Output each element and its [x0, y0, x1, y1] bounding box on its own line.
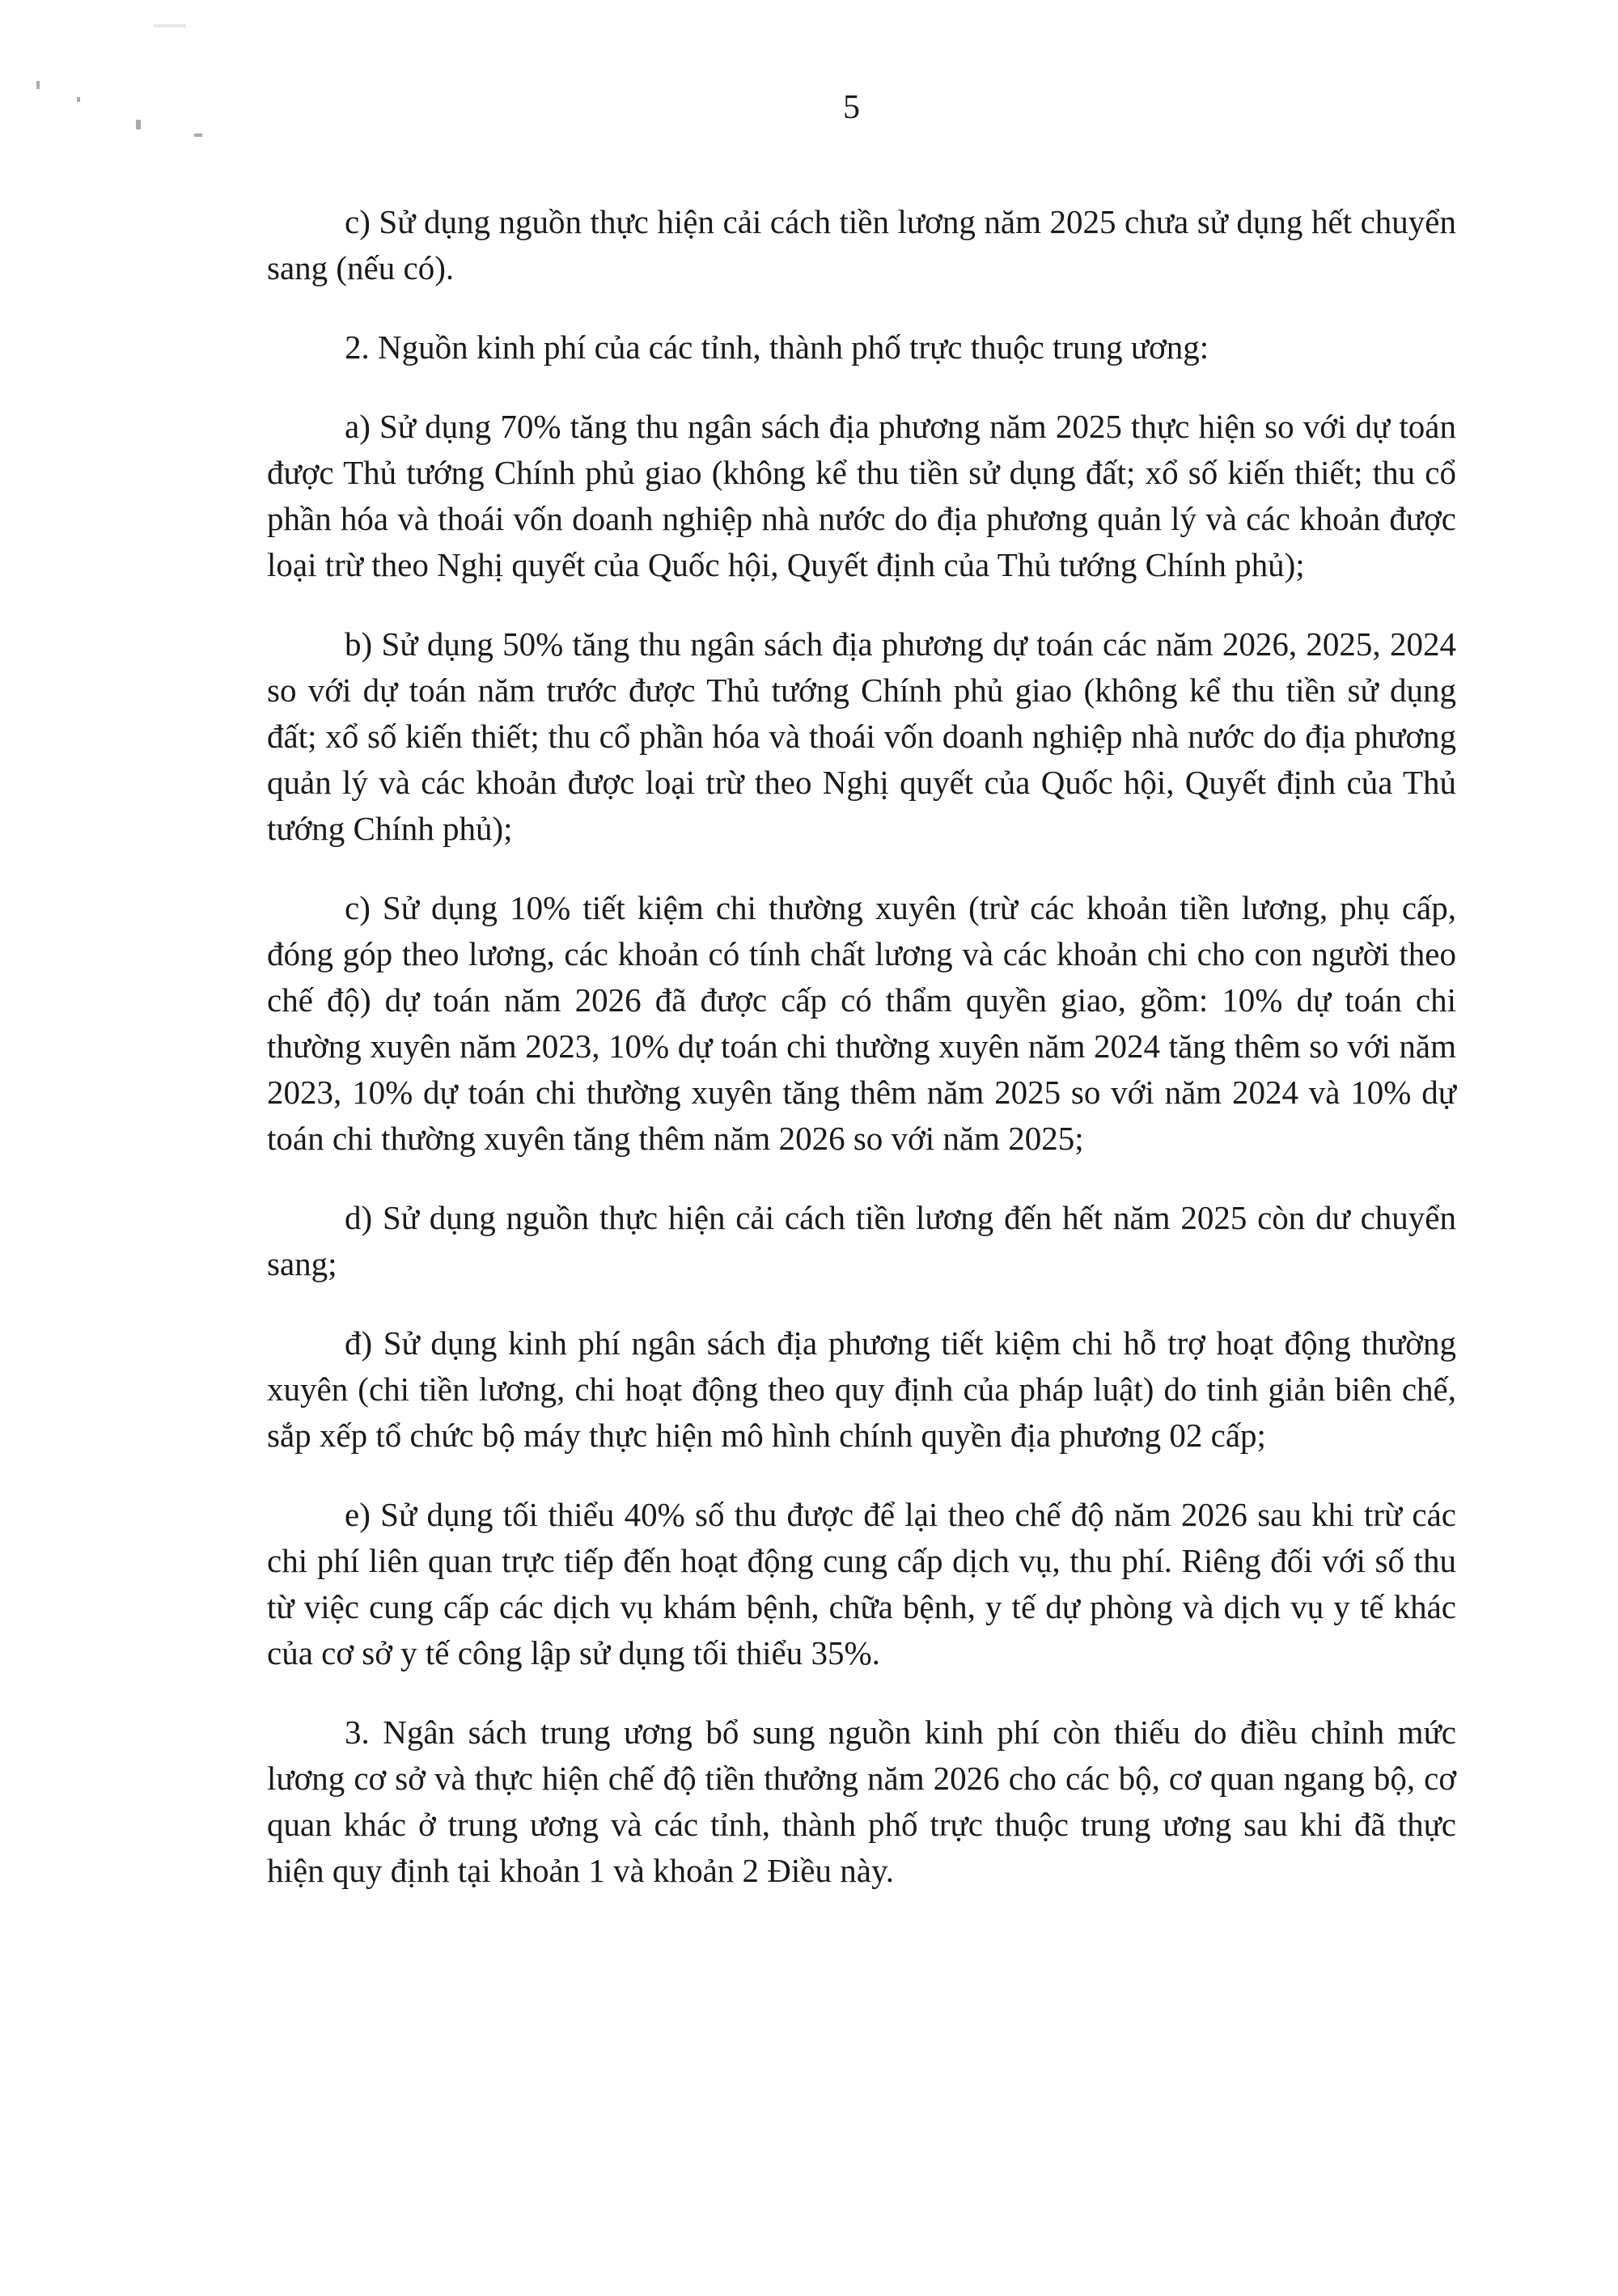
paragraph-2: 2. Nguồn kinh phí của các tỉnh, thành phố trực thuộc trung ương:: [345, 328, 1209, 366]
paragraph-1c: c) Sử dụng nguồn thực hiện cải cách tiền lương năm 2025 chưa sử dụng hết chuyển sang (nếu có).: [267, 203, 1456, 286]
paragraph-3: 3. Ngân sách trung ương bổ sung nguồn kinh phí còn thiếu do điều chỉnh mức lương cơ sở và thực hiện chế độ tiền thưởng năm 2026 cho các bộ, cơ quan ngang bộ, cơ quan khác ở trung ương và các tỉnh, thành phố trực thuộc trung ương sau khi đã thực hiện quy định tại khoản 1 và khoản 2 Điều này.: [267, 1714, 1456, 1889]
scan-artifact: [154, 24, 186, 28]
scan-artifact: [194, 133, 202, 137]
paragraph-2c: c) Sử dụng 10% tiết kiệm chi thường xuyên (trừ các khoản tiền lương, phụ cấp, đóng góp theo lương, các khoản có tính chất lương và các khoản chi cho con người theo chế độ) dự toán năm 2026 đã được cấp có thẩm quyền giao, gồm: 10% dự toán chi thường xuyên năm 2023, 10% dự toán chi thường xuyên năm 2024 tăng thêm so với năm 2023, 10% dự toán chi thường xuyên tăng thêm năm 2025 so với năm 2024 và 10% dự toán chi thường xuyên tăng thêm năm 2026 so với năm 2025;: [267, 889, 1456, 1157]
document-body: [267, 199, 1456, 1894]
paragraph-2b: b) Sử dụng 50% tăng thu ngân sách địa phương dự toán các năm 2026, 2025, 2024 so với dự toán năm trước được Thủ tướng Chính phủ giao (không kể thu tiền sử dụng đất; xổ số kiến thiết; thu cổ phần hóa và thoái vốn doanh nghiệp nhà nước do địa phương quản lý và các khoản được loại trừ theo Nghị quyết của Quốc hội, Quyết định của Thủ tướng Chính phủ);: [267, 625, 1456, 847]
paragraph-2e: e) Sử dụng tối thiểu 40% số thu được để lại theo chế độ năm 2026 sau khi trừ các chi phí liên quan trực tiếp đến hoạt động cung cấp dịch vụ, thu phí. Riêng đối với số thu từ việc cung cấp các dịch vụ khám bệnh, chữa bệnh, y tế dự phòng và dịch vụ y tế khác của cơ sở y tế công lập sử dụng tối thiểu 35%.: [267, 1496, 1456, 1671]
paragraph-2a: a) Sử dụng 70% tăng thu ngân sách địa phương năm 2025 thực hiện so với dự toán được Thủ tướng Chính phủ giao (không kể thu tiền sử dụng đất; xổ số kiến thiết; thu cổ phần hóa và thoái vốn doanh nghiệp nhà nước do địa phương quản lý và các khoản được loại trừ theo Nghị quyết của Quốc hội, Quyết định của Thủ tướng Chính phủ);: [267, 408, 1456, 583]
paragraph-2dd: đ) Sử dụng kinh phí ngân sách địa phương tiết kiệm chi hỗ trợ hoạt động thường xuyên (chi tiền lương, chi hoạt động theo quy định của pháp luật) do tinh giản biên chế, sắp xếp tổ chức bộ máy thực hiện mô hình chính quyền địa phương 02 cấp;: [267, 1324, 1456, 1454]
paragraph-2d: d) Sử dụng nguồn thực hiện cải cách tiền lương đến hết năm 2025 còn dư chuyển sang;: [267, 1199, 1456, 1282]
page-number: 5: [843, 89, 860, 126]
